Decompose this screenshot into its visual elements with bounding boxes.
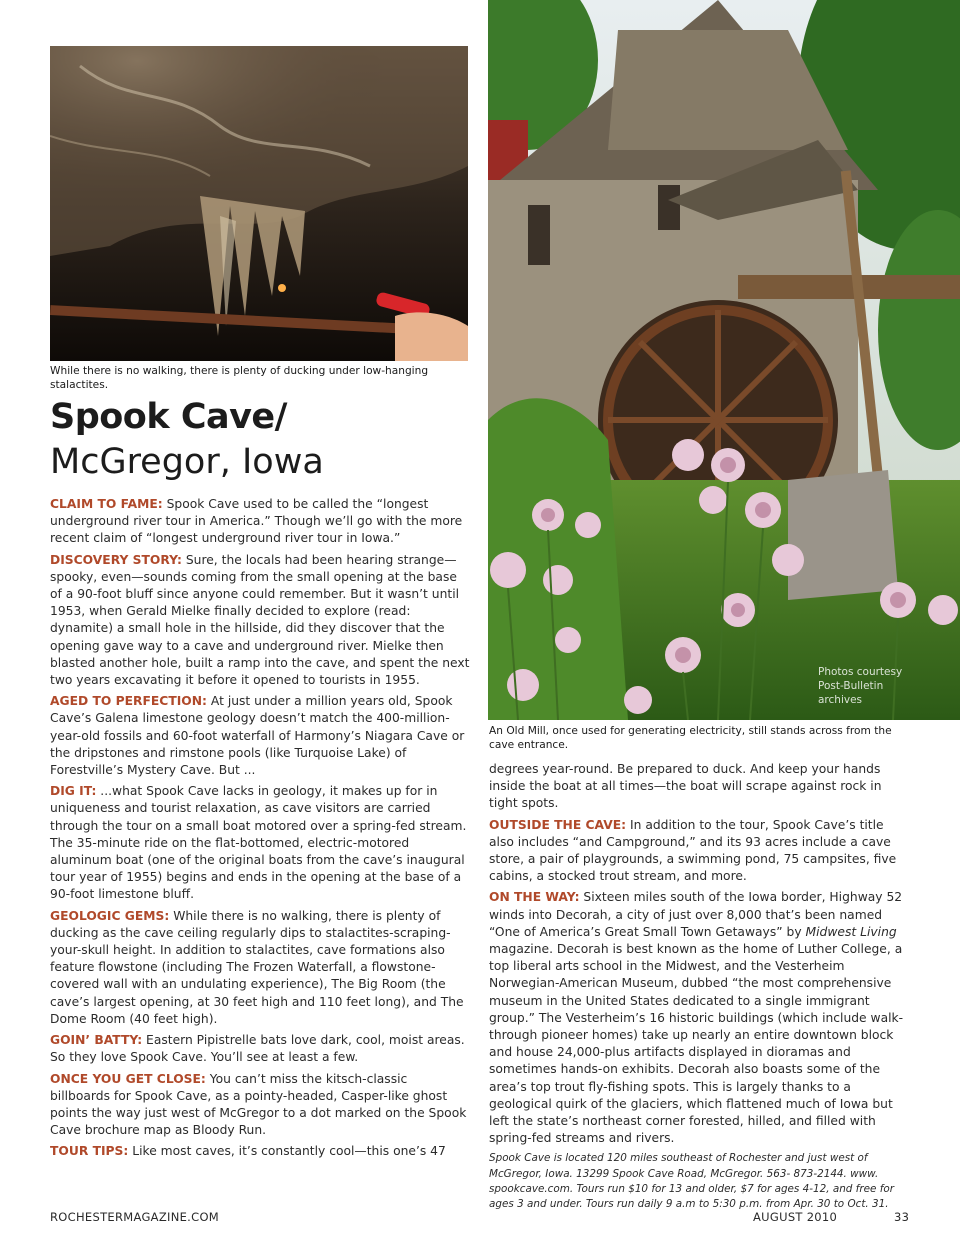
section-tour-tips (50, 1143, 470, 1160)
footer-issue-date: AUGUST 2010 (753, 1210, 838, 1224)
section-text: At just under a million years old, Spook Cave’s Galena limestone geology doesn’t match the 400-million-year-old fossils and 60-foot waterfall of Harmony’s Niagara Cave or the dripstones and rimstone pools (like Turquoise Lake) of Forestville’s Mystery Cave. But ... (50, 694, 465, 778)
footer-website: ROCHESTERMAGAZINE.COM (50, 1210, 220, 1224)
cave-photo-caption: While there is no walking, there is plenty of ducking under low-hanging stalactites. (50, 365, 429, 391)
photo-credit-line: archives (818, 694, 863, 706)
section-text: Eastern Pipistrelle bats love dark, cool, moist areas. So they love Spook Cave. You’ll see at least a few. (50, 1033, 465, 1065)
cave-photo (50, 46, 468, 361)
mill-photo-caption: An Old Mill, once used for generating electricity, still stands across from the cave entrance. (489, 725, 892, 751)
section-heading: GOIN’ BATTY: (50, 1033, 143, 1048)
section-once-you-get-close (50, 1071, 470, 1140)
left-column (50, 496, 470, 1165)
section-text: Like most caves, it’s constantly cool—this one’s 47 (132, 1144, 446, 1159)
section-heading: ONCE YOU GET CLOSE: (50, 1071, 206, 1086)
section-heading: DISCOVERY STORY: (50, 552, 182, 567)
section-text: ...what Spook Cave lacks in geology, it makes up for in uniqueness and tourist relaxation, as cave visitors are carried through the tour on a small boat motored over a spring-fed stream. The 35-minute ride on the flat-bottomed, electric-motored aluminum boat (one of the original boats from the cave’s inaugural tour year of 1955) begins and ends in the opening at the base of a 90-foot limestone bluff. (50, 784, 467, 902)
section-dig-it (50, 783, 470, 903)
section-outside-the-cave (489, 817, 909, 886)
section-discovery (50, 552, 470, 690)
footer-page-number: 33 (894, 1210, 910, 1224)
mill-photo (488, 0, 960, 720)
section-text: magazine. Decorah is best known as the home of Luther College, a top liberal arts school in the Midwest, and the Vesterheim Norwegian-American Museum, dubbed “the most comprehensive museum in the United States dedicated to a single immigrant group.” The Vesterheim’s 16 historic buildings (which include walk-through pioneer homes) take up nearly an entire downtown block and house 24,000-plus artifacts displayed in dioramas and sometimes hands-on exhibits. Decorah also boasts some of the area’s top trout fly-fishing spots. This is largely thanks to a geological quirk of the glaciers, which flattened much of Iowa but left the state’s northeast corner forested, hilled, and filled with spring-fed streams and rivers. (489, 942, 904, 1146)
visitor-info-footnote: Spook Cave is located 120 miles southeast of Rochester and just west of McGregor, Iowa. 13299 Spook Cave Road, McGregor. 563- 873-2144. www. spookcave.com. Tours run $10 for 13 and older, $7 for ages 4-12, and free for ages 3 and under. Tours run daily 9 a.m to 5:30 p.m. from Apr. 30 to Oct. 31. (489, 1152, 894, 1211)
section-heading: GEOLOGIC GEMS: (50, 908, 170, 923)
section-heading: ON THE WAY: (489, 890, 580, 905)
section-aged (50, 693, 470, 779)
photo-credit-line: Photos courtesy (818, 666, 903, 678)
photo-credit-line: Post-Bulletin (818, 680, 884, 692)
section-text: You can’t miss the kitsch-classic billboards for Spook Cave, as a pointy-headed, Casper-like ghost points the way just west of McGregor to a dot marked on the Spook Cave brochure map as Bloody Run. (50, 1071, 467, 1138)
section-text: Sixteen miles south of the Iowa border, Highway 52 winds into Decorah, a city of just over 8,000 that’s been named “One of America’s Great Small Town Getaways” by (489, 890, 903, 939)
article-title: Spook Cave/ (50, 397, 287, 437)
section-heading: DIG IT: (50, 784, 97, 799)
photo-credit (818, 665, 928, 707)
article-subtitle: McGregor, Iowa (50, 442, 324, 482)
section-text: In addition to the tour, Spook Cave’s title also includes “and Campground,” and its 93 acres include a cave store, a pair of playgrounds, a swimming pond, 75 campsites, five cabins, a stocked trout stream, and more. (489, 817, 897, 884)
section-heading: CLAIM TO FAME: (50, 497, 163, 511)
section-text: While there is no walking, there is plenty of ducking as the cave ceiling regularly dips to stalactites-scraping-your-skull height. In addition to stalactites, cave formations also feature flowstone (including The Frozen Waterfall, a flowstone-covered wall with an undulating experience), The Big Room (the cave’s largest opening, at 30 feet high and 110 feet long), and The Dome Room (40 feet high). (50, 908, 464, 1026)
section-heading: OUTSIDE THE CAVE: (489, 817, 627, 832)
magazine-name: Midwest Living (805, 924, 897, 939)
section-heading: AGED TO PERFECTION: (50, 694, 207, 709)
section-goin-batty (50, 1032, 470, 1066)
right-column (489, 761, 909, 1216)
section-claim (50, 496, 470, 548)
section-text: Spook Cave used to be called the “longest underground river tour in America.” Though we’ll go with the more recent claim of “longest underground river tour in Iowa.” (50, 497, 463, 546)
section-heading: TOUR TIPS: (50, 1144, 129, 1159)
section-geologic-gems (50, 908, 470, 1028)
section-text: Sure, the locals had been hearing strange—spooky, even—sounds coming from the small opening at the base of a 90-foot bluff since anyone could remember. But it wasn’t until 1953, when Gerald Mielke finally decided to explore (read: dynamite) a small hole in the hillside, did they discover that the opening gave way to a cave and underground river. Mielke then blasted another hole, built a ramp into the cave, and spent the next two years excavating it before it opened to tourists in 1955. (50, 552, 470, 688)
section-on-the-way (489, 889, 909, 1147)
section-tour-tips-continued: degrees year-round. Be prepared to duck. And keep your hands inside the boat at all times—the boat will scrape against rock in tight spots. (489, 762, 882, 811)
